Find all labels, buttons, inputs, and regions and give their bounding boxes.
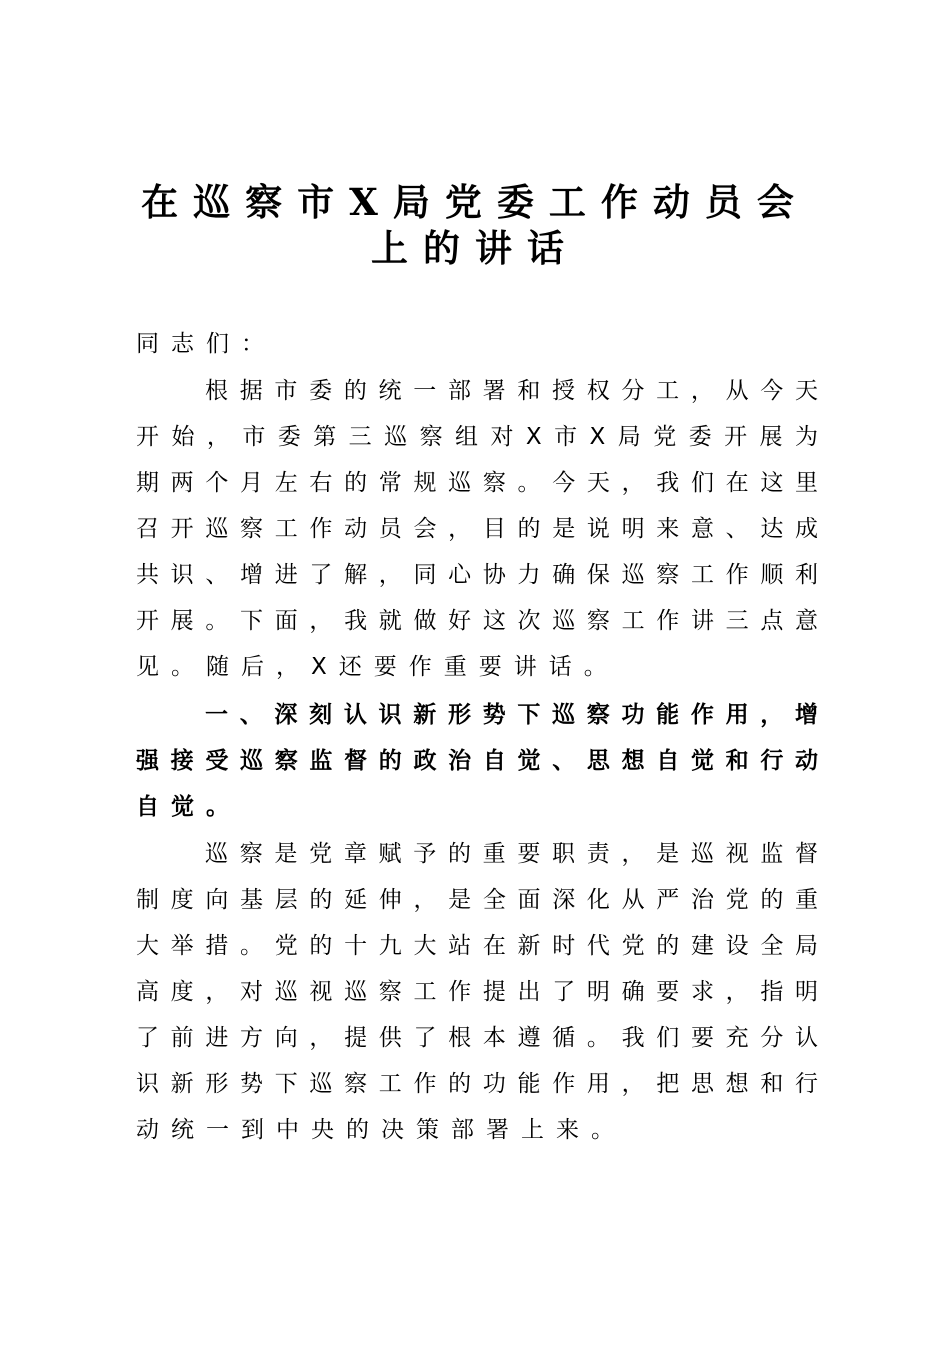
paragraph2-line: 高度，对巡视巡察工作提出了明确要求，指明 — [136, 979, 818, 1005]
paragraph1-line: 开展。下面，我就做好这次巡察工作讲三点意 — [136, 608, 818, 634]
paragraph1-line: 召开巡察工作动员会，目的是说明来意、达成 — [136, 516, 818, 542]
paragraph1-line: 期两个月左右的常规巡察。今天，我们在这里 — [136, 470, 818, 496]
paragraph1-line: 开始，市委第三巡察组对X市X局党委开展为 — [136, 424, 818, 450]
paragraph2-line: 制度向基层的延伸，是全面深化从严治党的重 — [136, 887, 818, 913]
section-heading-line: 自觉。 — [136, 794, 241, 820]
section-heading-line: 一、深刻认识新形势下巡察功能作用，增 — [205, 702, 818, 728]
paragraph2-line: 识新形势下巡察工作的功能作用，把思想和行 — [136, 1071, 818, 1097]
section-heading-line: 强接受巡察监督的政治自觉、思想自觉和行动 — [136, 748, 818, 774]
paragraph1-line: 根据市委的统一部署和授权分工，从今天 — [205, 378, 818, 404]
salutation: 同志们： — [136, 331, 276, 357]
document-title-line-2: 上的讲话 — [371, 226, 579, 270]
paragraph2-line: 大举措。党的十九大站在新时代党的建设全局 — [136, 933, 818, 959]
paragraph2-line: 巡察是党章赋予的重要职责，是巡视监督 — [205, 841, 818, 867]
paragraph1-line: 见。随后，X还要作重要讲话。 — [136, 654, 619, 680]
paragraph2-line: 了前进方向，提供了根本遵循。我们要充分认 — [136, 1025, 818, 1051]
document-title-line-1: 在巡察市X局党委工作动员会 — [141, 180, 809, 224]
paragraph2-line: 动统一到中央的决策部署上来。 — [136, 1117, 626, 1143]
paragraph1-line: 共识、增进了解，同心协力确保巡察工作顺利 — [136, 562, 818, 588]
